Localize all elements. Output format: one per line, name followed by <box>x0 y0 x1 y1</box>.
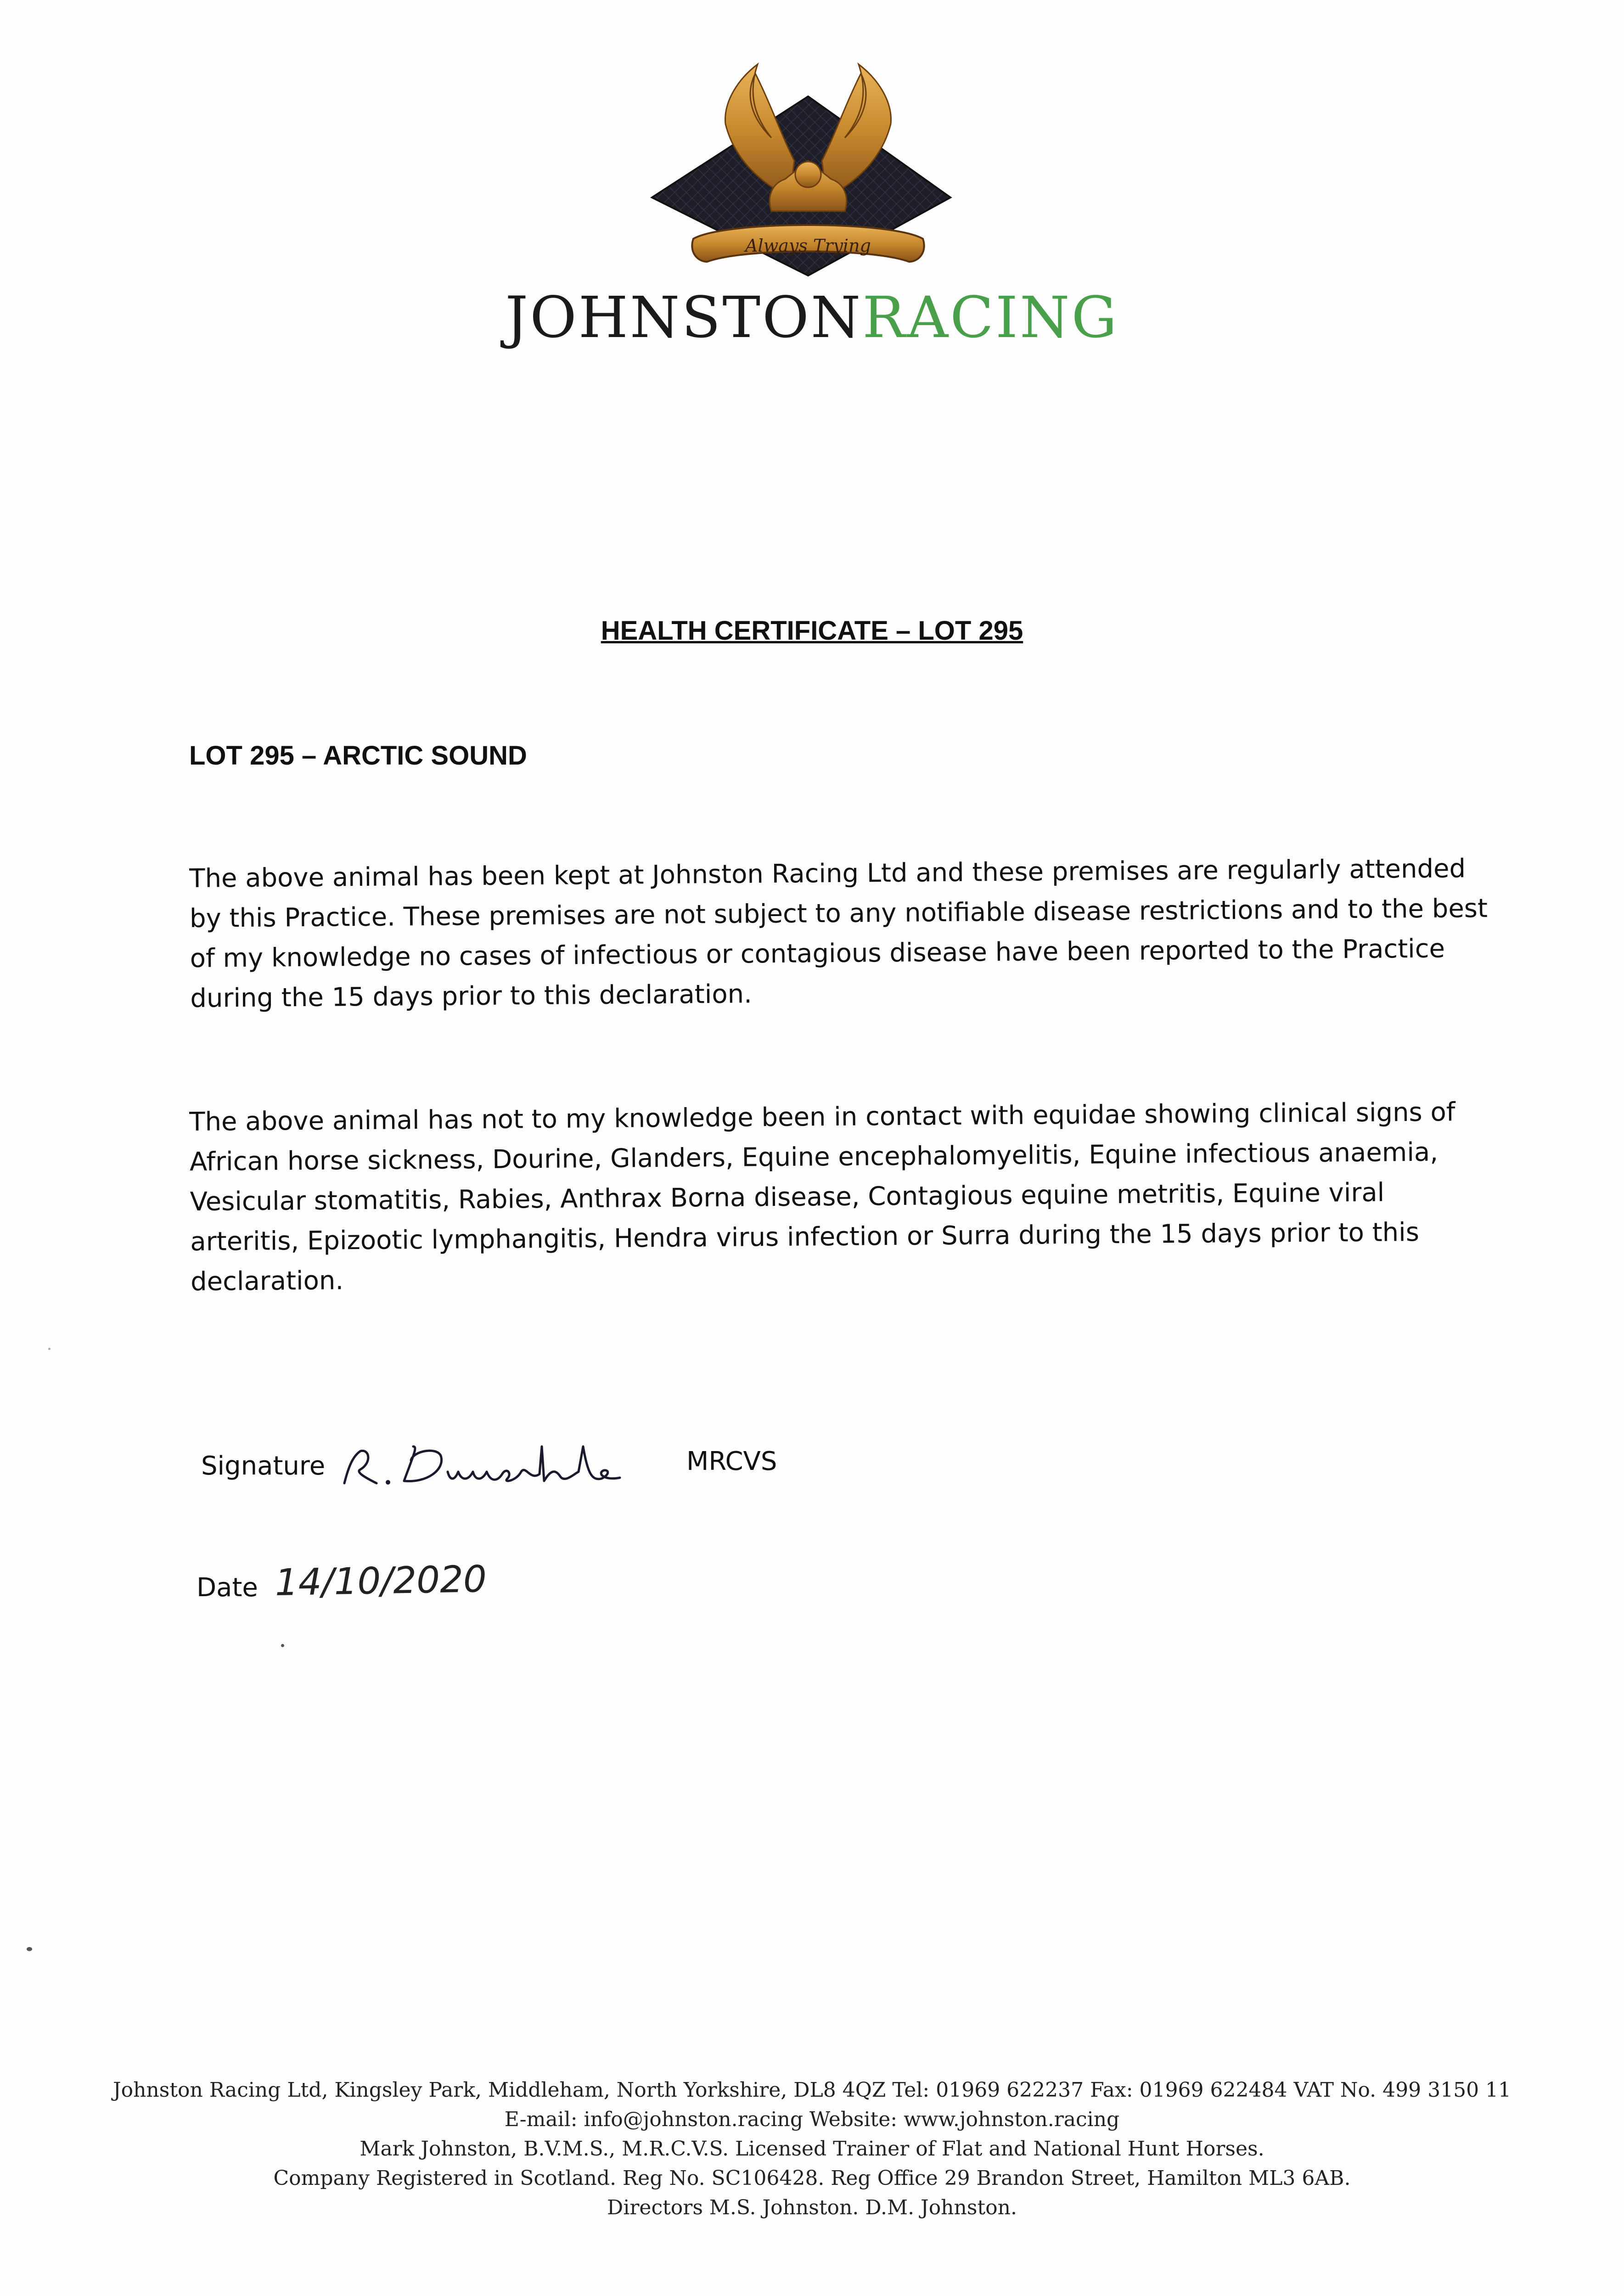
date-value-handwritten: 14/10/2020 <box>275 1557 487 1604</box>
handwritten-signature <box>335 1437 634 1497</box>
lot-line: LOT 295 – ARCTIC SOUND <box>189 741 527 771</box>
motto-text: Always Trying <box>745 236 871 256</box>
paragraph-diseases <box>189 1092 1455 1302</box>
certificate-heading: HEALTH CERTIFICATE – LOT 295 <box>601 616 1023 646</box>
brand-wordmark <box>0 285 1624 351</box>
footer-line: Directors M.S. Johnston. D.M. Johnston. <box>607 2196 1017 2219</box>
paragraph-line: arteritis, Epizootic lymphangitis, Hendra virus infection or Surra during the 15 days prior to this <box>190 1217 1420 1257</box>
date-label: Date <box>197 1573 258 1603</box>
footer-line: Mark Johnston, B.V.M.S., M.R.C.V.S. Licensed Trainer of Flat and National Hunt Horses. <box>360 2137 1264 2161</box>
footer-line: E-mail: info@johnston.racing Website: www.johnston.racing <box>504 2108 1120 2131</box>
paragraph-line: African horse sickness, Dourine, Glanders, Equine encephalomyelitis, Equine infectious anaemia, <box>189 1137 1439 1177</box>
paragraph-line: Vesicular stomatitis, Rabies, Anthrax Borna disease, Contagious equine metritis, Equine viral <box>190 1177 1385 1217</box>
brand-part-johnston: JOHNSTON <box>505 285 863 351</box>
paragraph-line: The above animal has been kept at Johnston Racing Ltd and these premises are regularly attended <box>189 854 1466 894</box>
johnston-racing-logo <box>634 46 983 285</box>
footer-line: Johnston Racing Ltd, Kingsley Park, Middleham, North Yorkshire, DL8 4QZ Tel: 01969 622237 Fax: 01969 622484 VAT No. 499 3150 11 <box>112 2078 1512 2102</box>
brand-part-racing: RACING <box>862 285 1119 351</box>
signature-title: MRCVS <box>686 1446 777 1476</box>
footer-company-info <box>0 2076 1624 2223</box>
paragraph-line: of my knowledge no cases of infectious or contagious disease have been reported to the Practice <box>190 934 1445 974</box>
scan-speck <box>281 1644 284 1647</box>
scan-speck <box>48 1348 51 1350</box>
paragraph-line: declaration. <box>190 1266 344 1297</box>
scan-speck <box>27 1947 32 1951</box>
paragraph-line: by this Practice. These premises are not subject to any notifiable disease restrictions and to the best <box>189 893 1488 934</box>
paragraph-line: The above animal has not to my knowledge been in contact with equidae showing clinical signs of <box>189 1097 1455 1137</box>
signature-label: Signature <box>201 1451 326 1481</box>
footer-line: Company Registered in Scotland. Reg No. SC106428. Reg Office 29 Brandon Street, Hamilton ML3 6AB. <box>273 2167 1351 2190</box>
paragraph-line: during the 15 days prior to this declaration. <box>190 979 753 1013</box>
paragraph-premises <box>189 849 1488 1019</box>
